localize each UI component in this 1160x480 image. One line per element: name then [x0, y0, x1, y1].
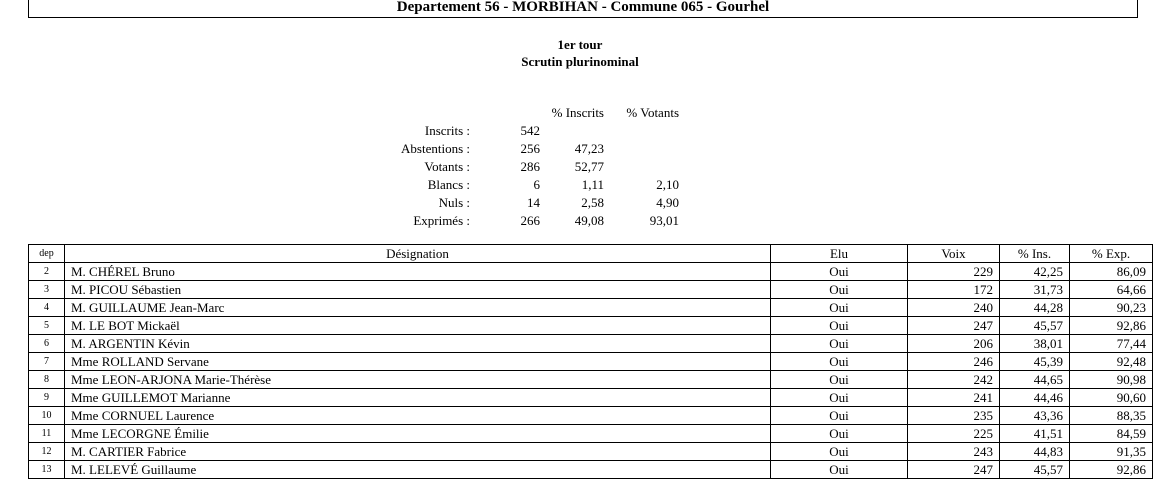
candidate-dep: 7: [29, 353, 65, 371]
summary-row: [340, 158, 679, 176]
candidate-elu: Oui: [771, 335, 908, 353]
summary-table: [340, 104, 679, 230]
summary-pct-inscrits: 49,08: [574, 213, 604, 228]
table-row: [29, 461, 1153, 479]
candidate-dep: 5: [29, 317, 65, 335]
summary-value: 542: [520, 123, 540, 138]
col-dep: dep: [29, 245, 65, 263]
candidate-voix: 225: [908, 425, 1000, 443]
summary-label: Abstentions :: [401, 141, 470, 156]
summary-col-pct-votants: % Votants: [626, 105, 679, 120]
candidate-name: Mme LECORGNE Émilie: [65, 425, 771, 443]
ballot-type-label: Scrutin plurinominal: [521, 54, 639, 69]
candidate-dep: 11: [29, 425, 65, 443]
candidate-voix: 206: [908, 335, 1000, 353]
candidate-name: Mme GUILLEMOT Marianne: [65, 389, 771, 407]
candidate-pct-exp: 86,09: [1070, 263, 1153, 281]
results-table: [28, 244, 1153, 479]
candidate-voix: 240: [908, 299, 1000, 317]
summary-value: 256: [520, 141, 540, 156]
candidate-voix: 247: [908, 461, 1000, 479]
candidate-voix: 172: [908, 281, 1000, 299]
candidate-pct-ins: 44,28: [1000, 299, 1070, 317]
candidate-name: M. GUILLAUME Jean-Marc: [65, 299, 771, 317]
summary-pct-inscrits: 52,77: [574, 159, 604, 174]
summary-col-pct-inscrits: % Inscrits: [551, 105, 604, 120]
candidate-pct-ins: 41,51: [1000, 425, 1070, 443]
table-row: [29, 281, 1153, 299]
summary-label: Exprimés :: [413, 213, 470, 228]
candidate-pct-exp: 90,23: [1070, 299, 1153, 317]
candidate-elu: Oui: [771, 407, 908, 425]
summary-row: [340, 140, 679, 158]
summary-value: 266: [520, 213, 540, 228]
candidate-name: Mme ROLLAND Servane: [65, 353, 771, 371]
summary-pct-inscrits: 1,11: [581, 177, 604, 192]
summary-pct-inscrits: 2,58: [581, 195, 604, 210]
col-pct-ins: % Ins.: [1000, 245, 1070, 263]
col-pct-exp: % Exp.: [1070, 245, 1153, 263]
round-label: 1er tour: [557, 37, 603, 52]
summary-label: Votants :: [424, 159, 470, 174]
summary-value: 14: [527, 195, 540, 210]
candidate-dep: 4: [29, 299, 65, 317]
summary-pct-votants: 93,01: [649, 213, 679, 228]
summary-row: [340, 194, 679, 212]
summary-header-row: [340, 104, 679, 122]
candidate-pct-ins: 44,83: [1000, 443, 1070, 461]
table-row: [29, 299, 1153, 317]
table-row: [29, 317, 1153, 335]
summary-pct-votants: [604, 140, 679, 158]
candidate-name: M. CARTIER Fabrice: [65, 443, 771, 461]
candidate-elu: Oui: [771, 299, 908, 317]
table-row: [29, 389, 1153, 407]
candidate-pct-exp: 90,60: [1070, 389, 1153, 407]
candidate-voix: 229: [908, 263, 1000, 281]
candidate-pct-exp: 92,48: [1070, 353, 1153, 371]
summary-pct-inscrits: [540, 122, 604, 140]
candidate-pct-ins: 31,73: [1000, 281, 1070, 299]
summary-pct-inscrits: 47,23: [574, 141, 604, 156]
candidate-voix: 243: [908, 443, 1000, 461]
candidate-dep: 6: [29, 335, 65, 353]
candidate-voix: 246: [908, 353, 1000, 371]
col-designation: Désignation: [65, 245, 771, 263]
candidate-elu: Oui: [771, 281, 908, 299]
table-row: [29, 443, 1153, 461]
summary-pct-votants: 2,10: [656, 177, 679, 192]
candidate-name: M. CHÉREL Bruno: [65, 263, 771, 281]
summary-pct-votants: 4,90: [656, 195, 679, 210]
candidate-dep: 2: [29, 263, 65, 281]
results-header-row: [29, 245, 1153, 263]
summary-row: [340, 176, 679, 194]
candidate-pct-exp: 90,98: [1070, 371, 1153, 389]
candidate-voix: 235: [908, 407, 1000, 425]
candidate-pct-ins: 45,57: [1000, 317, 1070, 335]
table-row: [29, 335, 1153, 353]
candidate-pct-ins: 42,25: [1000, 263, 1070, 281]
candidate-elu: Oui: [771, 371, 908, 389]
candidate-pct-exp: 91,35: [1070, 443, 1153, 461]
summary-label: Blancs :: [427, 177, 470, 192]
candidate-pct-exp: 92,86: [1070, 461, 1153, 479]
summary-label: Inscrits :: [424, 123, 470, 138]
candidate-pct-ins: 44,65: [1000, 371, 1070, 389]
candidate-elu: Oui: [771, 263, 908, 281]
candidate-name: M. PICOU Sébastien: [65, 281, 771, 299]
candidate-name: Mme LEON-ARJONA Marie-Thérèse: [65, 371, 771, 389]
candidate-name: M. ARGENTIN Kévin: [65, 335, 771, 353]
summary-header-blank: [340, 104, 494, 122]
table-row: [29, 371, 1153, 389]
candidate-name: M. LE BOT Mickaël: [65, 317, 771, 335]
candidate-pct-ins: 45,39: [1000, 353, 1070, 371]
summary-value: 6: [533, 177, 540, 192]
candidate-voix: 242: [908, 371, 1000, 389]
candidate-name: M. LELEVÉ Guillaume: [65, 461, 771, 479]
candidate-pct-exp: 64,66: [1070, 281, 1153, 299]
candidate-pct-ins: 38,01: [1000, 335, 1070, 353]
table-row: [29, 353, 1153, 371]
candidate-elu: Oui: [771, 425, 908, 443]
candidate-dep: 12: [29, 443, 65, 461]
candidate-voix: 247: [908, 317, 1000, 335]
candidate-pct-ins: 44,46: [1000, 389, 1070, 407]
summary-value: 286: [520, 159, 540, 174]
candidate-pct-exp: 92,86: [1070, 317, 1153, 335]
candidate-dep: 9: [29, 389, 65, 407]
candidate-pct-ins: 45,57: [1000, 461, 1070, 479]
candidate-dep: 8: [29, 371, 65, 389]
candidate-dep: 3: [29, 281, 65, 299]
candidate-dep: 10: [29, 407, 65, 425]
table-row: [29, 263, 1153, 281]
summary-row: [340, 212, 679, 230]
summary-label: Nuls :: [438, 195, 470, 210]
summary-pct-votants: [604, 158, 679, 176]
page-title: Departement 56 - MORBIHAN - Commune 065 - Gourhel: [28, 0, 1138, 18]
candidate-elu: Oui: [771, 353, 908, 371]
candidate-name: Mme CORNUEL Laurence: [65, 407, 771, 425]
col-voix: Voix: [908, 245, 1000, 263]
candidate-dep: 13: [29, 461, 65, 479]
table-row: [29, 425, 1153, 443]
summary-header-blank-value: [494, 104, 540, 122]
candidate-pct-exp: 84,59: [1070, 425, 1153, 443]
summary-pct-votants: [604, 122, 679, 140]
candidate-elu: Oui: [771, 461, 908, 479]
candidate-pct-ins: 43,36: [1000, 407, 1070, 425]
candidate-elu: Oui: [771, 443, 908, 461]
summary-row: [340, 122, 679, 140]
candidate-elu: Oui: [771, 317, 908, 335]
candidate-elu: Oui: [771, 389, 908, 407]
col-elu: Elu: [771, 245, 908, 263]
candidate-pct-exp: 77,44: [1070, 335, 1153, 353]
candidate-voix: 241: [908, 389, 1000, 407]
table-row: [29, 407, 1153, 425]
candidate-pct-exp: 88,35: [1070, 407, 1153, 425]
